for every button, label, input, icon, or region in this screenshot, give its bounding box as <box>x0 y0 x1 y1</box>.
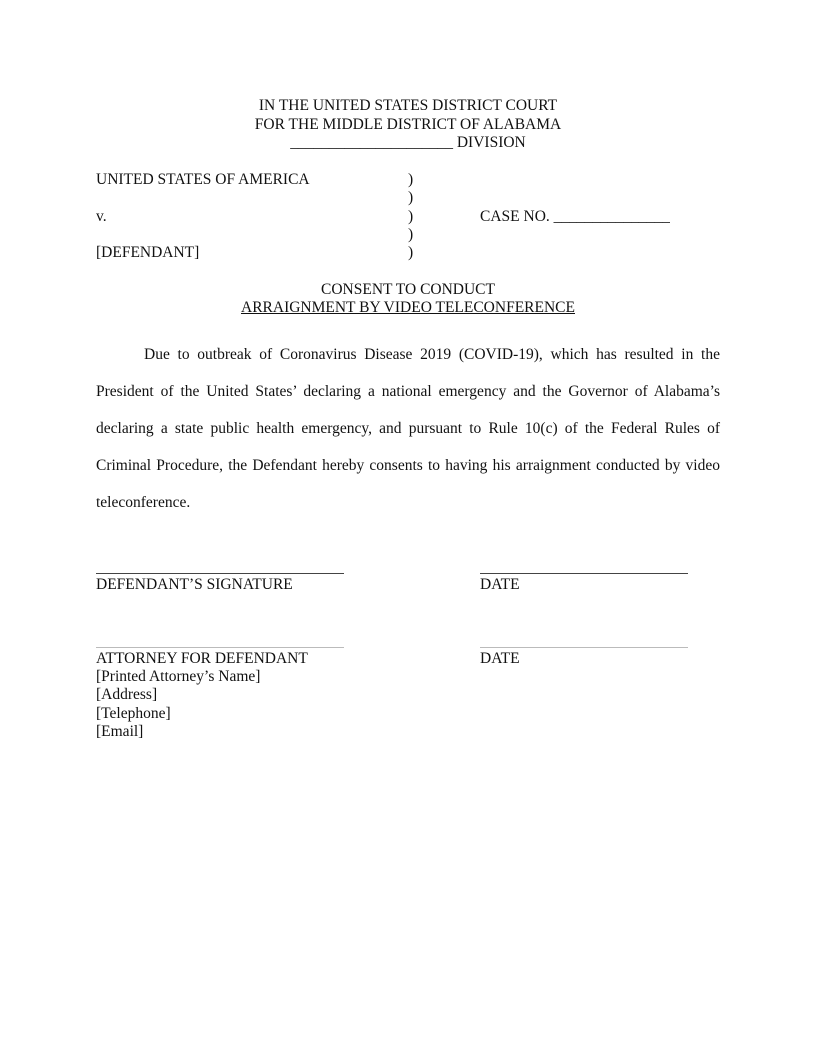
caption-paren: ) <box>408 244 414 261</box>
caption-paren: ) <box>408 208 414 225</box>
attorney-name-placeholder: [Printed Attorney’s Name] <box>96 668 261 685</box>
attorney-date-label: DATE <box>480 650 520 667</box>
caption-paren: ) <box>408 189 414 206</box>
document-title-line2 <box>0 299 816 317</box>
plaintiff-name: UNITED STATES OF AMERICA <box>96 171 310 188</box>
caption-paren: ) <box>408 171 414 188</box>
attorney-signature-label: ATTORNEY FOR DEFENDANT <box>96 650 308 667</box>
caption-paren: ) <box>408 226 414 243</box>
document-title-underlined: ARRAIGNMENT BY VIDEO TELECONFERENCE <box>241 299 575 316</box>
attorney-email-placeholder: [Email] <box>96 723 144 740</box>
court-name-line: IN THE UNITED STATES DISTRICT COURT <box>258 97 558 114</box>
attorney-date-line <box>480 647 688 648</box>
defendant-name: [DEFENDANT] <box>96 244 200 261</box>
versus-label: v. <box>96 208 107 225</box>
document-title-line1: CONSENT TO CONDUCT <box>321 281 495 298</box>
attorney-telephone-placeholder: [Telephone] <box>96 705 171 722</box>
defendant-signature-line <box>96 573 344 574</box>
defendant-date-label: DATE <box>480 576 520 593</box>
defendant-date-line <box>480 573 688 574</box>
attorney-signature-line <box>96 647 344 648</box>
district-line: FOR THE MIDDLE DISTRICT OF ALABAMA <box>254 116 562 133</box>
defendant-signature-label: DEFENDANT’S SIGNATURE <box>96 576 293 593</box>
consent-paragraph-text: Due to outbreak of Coronavirus Disease 2019 (COVID-19), which has resulted in the President of the United States’ declaring a national emergency and the Governor of Alabama’s declaring a state public health emergency, and pursuant to Rule 10(c) of the Federal Rules of Criminal Procedure, the Defendant hereby consents to having his arraignment conducted by video teleconference. <box>96 346 720 511</box>
attorney-address-placeholder: [Address] <box>96 686 158 703</box>
consent-paragraph <box>96 336 720 521</box>
case-number-field: CASE NO. _______________ <box>480 208 670 225</box>
division-line: _____________________ DIVISION <box>290 134 526 151</box>
